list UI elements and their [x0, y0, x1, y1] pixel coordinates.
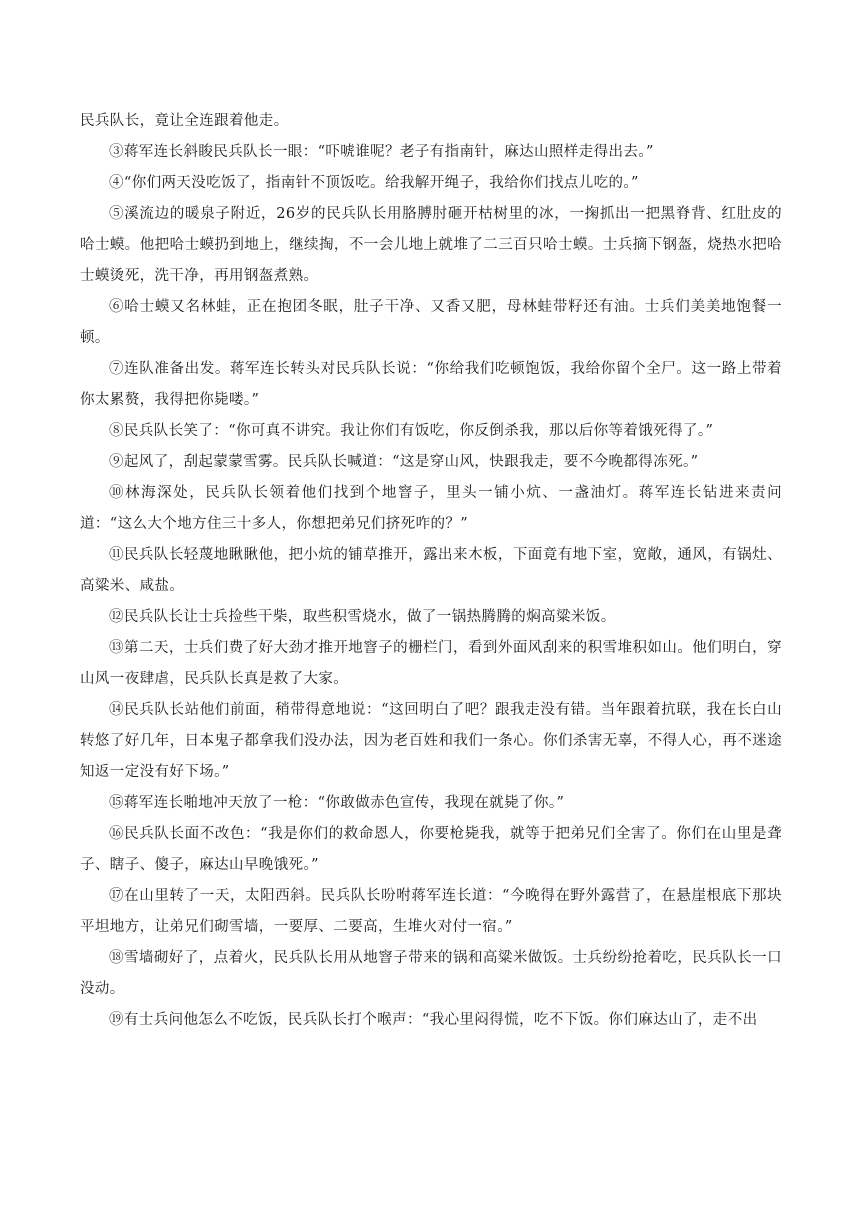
paragraph-12: ⑫民兵队长让士兵捡些干柴，取些积雪烧水，做了一锅热腾腾的焖高粱米饭。 — [109, 609, 616, 625]
paragraph-19: ⑲有士兵问他怎么不吃饭，民兵队长打个喉声：“我心里闷得慌，吃不下饭。你们麻达山了，走不出 — [109, 1012, 758, 1028]
paragraph-5: ⑤溪流边的暖泉子附近，26岁的民兵队长用胳膊肘砸开枯树里的冰，一掬抓出一把黑脊背、红肚皮的哈士蟆。他把哈士蟆扔到地上，继续掏，不一会儿地上就堆了二三百只哈士蟆。士兵摘下钢盔，烧热水把哈士蟆烫死，洗干净，再用钢盔煮熟。 — [80, 206, 782, 284]
paragraph-4: ④“你们两天没吃饭了，指南针不顶饭吃。给我解开绳子，我给你们找点儿吃的。” — [109, 175, 639, 191]
paragraph-6: ⑥哈士蟆又名林蛙，正在抱团冬眠，肚子干净、又香又肥，母林蛙带籽还有油。士兵们美美地饱餐一顿。 — [80, 299, 782, 346]
paragraph-13: ⑬第二天，士兵们费了好大劲才推开地窨子的栅栏门，看到外面风刮来的积雪堆积如山。他们明白，穿山风一夜肆虐，民兵队长真是救了大家。 — [80, 640, 782, 687]
paragraph-10: ⑩林海深处，民兵队长领着他们找到个地窨子，里头一铺小炕、一盏油灯。蒋军连长钻进来责问道：“这么大个地方住三十多人，你想把弟兄们挤死咋的？” — [80, 485, 782, 532]
paragraph-8: ⑧民兵队长笑了：“你可真不讲究。我让你们有饭吃，你反倒杀我，那以后你等着饿死得了。” — [109, 423, 714, 439]
paragraph-3: ③蒋军连长斜睃民兵队长一眼：“吓唬谁呢？老子有指南针，麻达山照样走得出去。” — [109, 144, 654, 160]
paragraph-7: ⑦连队准备出发。蒋军连长转头对民兵队长说：“你给我们吃顿饱饭，我给你留个全尸。这一路上带着你太累赘，我得把你毙喽。” — [80, 361, 782, 408]
paragraph-17: ⑰在山里转了一天，太阳西斜。民兵队长吩咐蒋军连长道：“今晚得在野外露营了，在悬崖根底下那块平坦地方，让弟兄们砌雪墙，一要厚、二要高，生堆火对付一宿。” — [80, 888, 782, 935]
paragraph-continued: 民兵队长，竟让全连跟着他走。 — [80, 113, 289, 129]
paragraph-14: ⑭民兵队长站他们前面，稍带得意地说：“这回明白了吧？跟我走没有错。当年跟着抗联，我在长白山转悠了好几年，日本鬼子都拿我们没办法，因为老百姓和我们一条心。你们杀害无辜，不得人心，再不迷途知返一定没有好下场。” — [80, 702, 782, 780]
paragraph-18: ⑱雪墙砌好了，点着火，民兵队长用从地窨子带来的锅和高粱米做饭。士兵纷纷抢着吃，民兵队长一口没动。 — [80, 950, 782, 997]
paragraph-9: ⑨起风了，刮起蒙蒙雪雾。民兵队长喊道：“这是穿山风，快跟我走，要不今晚都得冻死。” — [109, 454, 699, 470]
paragraph-15: ⑮蒋军连长啪地冲天放了一枪：“你敢做赤色宣传，我现在就毙了你。” — [109, 795, 565, 811]
paragraph-11: ⑪民兵队长轻蔑地瞅瞅他，把小炕的铺草推开，露出来木板，下面竟有地下室，宽敞，通风，有锅灶、高粱米、咸盐。 — [80, 547, 782, 594]
paragraph-16: ⑯民兵队长面不改色：“我是你们的救命恩人，你要枪毙我，就等于把弟兄们全害了。你们在山里是聋子、瞎子、傻子，麻达山早晚饿死。” — [80, 826, 782, 873]
article-body — [80, 106, 782, 1036]
